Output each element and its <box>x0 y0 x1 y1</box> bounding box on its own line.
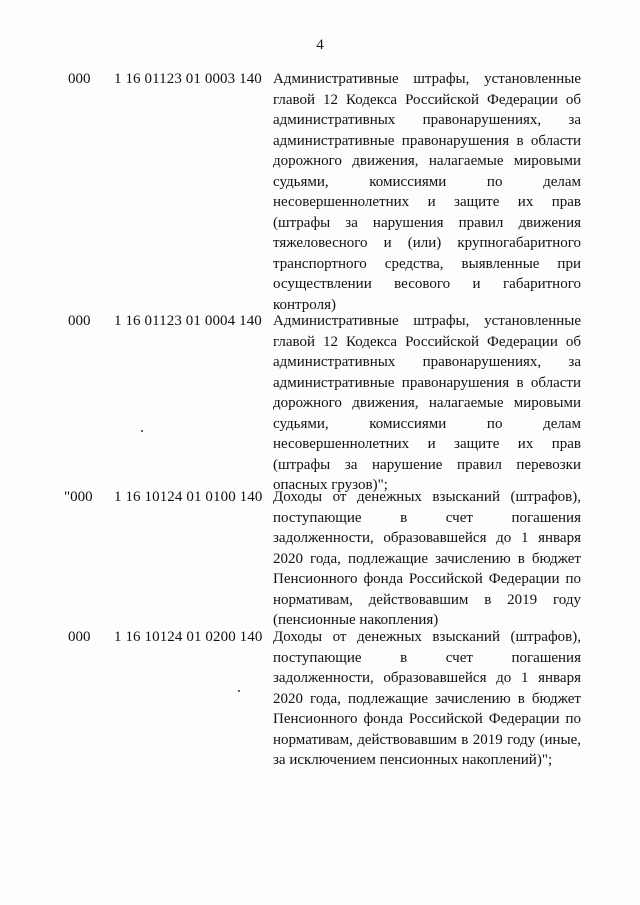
description-line: 2020 года, подлежащие зачислению в бюджет <box>273 550 581 567</box>
budget-classification-code: 1 16 10124 01 0100 140 <box>114 489 263 505</box>
admin-code: "000 <box>64 489 93 505</box>
description-line: Пенсионного фонда Российской Федерации по <box>273 571 581 587</box>
description-line: (штрафы за нарушения правил движения <box>273 214 581 231</box>
description-line: административные правонарушения в области <box>273 374 581 391</box>
description-line: судьями, комиссиями по делам <box>273 173 581 190</box>
description-line: (пенсионные накопления) <box>273 612 439 628</box>
description-line: Доходы от денежных взысканий (штрафов), <box>273 489 581 505</box>
description-line: нормативам, действовавшим в 2019 году (иные, <box>273 731 581 748</box>
description-line: поступающие в счет погашения <box>273 649 581 666</box>
entry-description <box>273 487 581 631</box>
description-line: несовершеннолетних и защите их прав <box>273 194 581 210</box>
scan-speck <box>141 430 143 432</box>
budget-classification-code: 1 16 01123 01 0003 140 <box>114 71 262 87</box>
scan-speck <box>238 690 240 692</box>
description-line: Пенсионного фонда Российской Федерации по <box>273 711 581 727</box>
admin-code: 000 <box>68 71 91 87</box>
admin-code: 000 <box>68 629 91 645</box>
description-line: за исключением пенсионных накоплений)"; <box>273 752 553 768</box>
description-line: главой 12 Кодекса Российской Федерации об <box>273 333 581 350</box>
description-line: несовершеннолетних и защите их прав <box>273 436 581 452</box>
description-line: тяжеловесного и (или) крупногабаритного <box>273 235 581 251</box>
description-line: 2020 года, подлежащие зачислению в бюджет <box>273 690 581 707</box>
budget-classification-code: 1 16 10124 01 0200 140 <box>114 629 263 645</box>
description-line: опасных грузов)"; <box>273 477 388 493</box>
page-number: 4 <box>316 37 324 53</box>
description-line: судьями, комиссиями по делам <box>273 415 581 432</box>
description-line: дорожного движения, налагаемые мировыми <box>273 153 581 169</box>
admin-code: 000 <box>68 313 91 329</box>
description-line: задолженности, образовавшейся до 1 января <box>273 530 581 546</box>
entry-description <box>273 311 581 496</box>
description-line: административных правонарушениях, за <box>273 354 581 370</box>
budget-classification-code: 1 16 01123 01 0004 140 <box>114 313 262 329</box>
description-line: Административные штрафы, установленные <box>273 313 581 329</box>
description-line: задолженности, образовавшейся до 1 января <box>273 670 581 686</box>
entry-description <box>273 69 581 315</box>
description-line: осуществлении весового и габаритного <box>273 276 581 292</box>
description-line: дорожного движения, налагаемые мировыми <box>273 395 581 411</box>
entry-description <box>273 627 581 771</box>
description-line: Доходы от денежных взысканий (штрафов), <box>273 629 581 645</box>
description-line: нормативам, действовавшим в 2019 году <box>273 591 581 608</box>
description-line: поступающие в счет погашения <box>273 509 581 526</box>
description-line: контроля) <box>273 296 336 313</box>
description-line: Административные штрафы, установленные <box>273 71 581 87</box>
description-line: (штрафы за нарушение правил перевозки <box>273 456 581 473</box>
description-line: транспортного средства, выявленные при <box>273 255 581 272</box>
description-line: административных правонарушениях, за <box>273 112 581 128</box>
description-line: главой 12 Кодекса Российской Федерации об <box>273 91 581 108</box>
description-line: административные правонарушения в области <box>273 132 581 149</box>
